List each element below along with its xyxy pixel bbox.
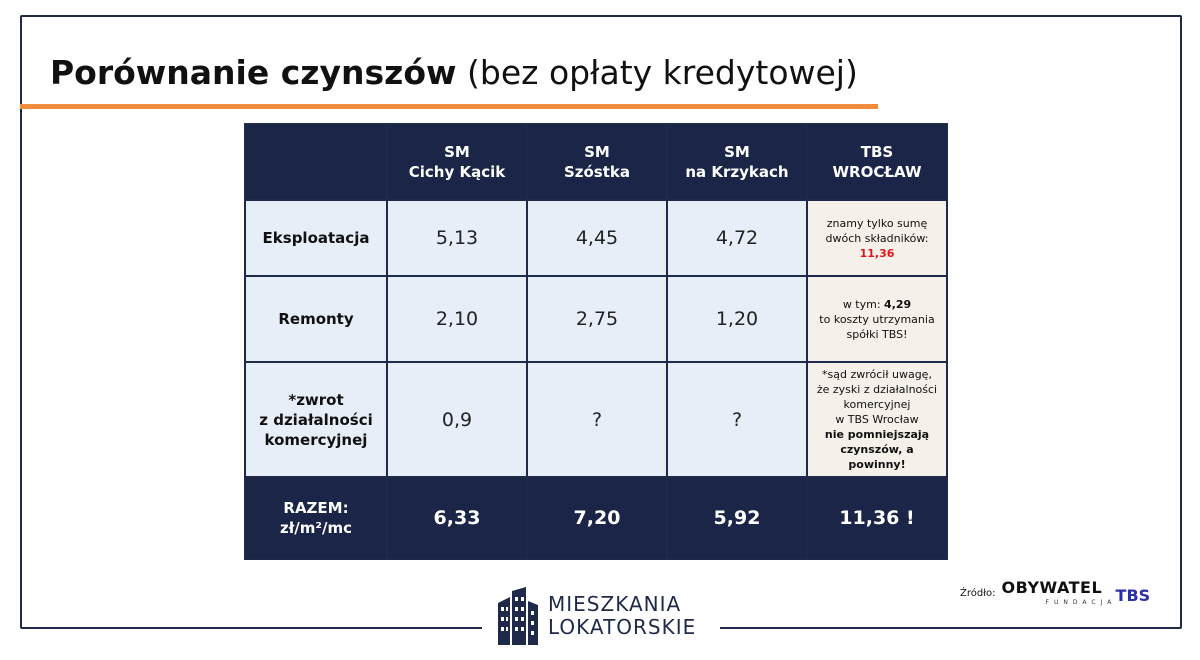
table-cell: 5,13 <box>387 200 527 276</box>
row-label: Remonty <box>245 276 387 362</box>
table-cell: 2,75 <box>527 276 667 362</box>
comparison-table <box>244 123 948 560</box>
table-cell: ? <box>667 362 807 477</box>
row-label: *zwrot z działalności komercyjnej <box>245 362 387 477</box>
header-szostka: SM Szóstka <box>527 124 667 200</box>
total-cell: 11,36 ! <box>807 477 947 559</box>
total-label: RAZEM: zł/m²/mc <box>245 477 387 559</box>
header-empty <box>245 124 387 200</box>
header-row <box>245 124 947 200</box>
tbs-note-cell: znamy tylko sumę dwóch składników: 11,36 <box>807 200 947 276</box>
table-cell: 0,9 <box>387 362 527 477</box>
table-cell: 2,10 <box>387 276 527 362</box>
total-cell: 6,33 <box>387 477 527 559</box>
table-cell: 1,20 <box>667 276 807 362</box>
building-icon <box>496 587 540 645</box>
header-na-krzykach: SM na Krzykach <box>667 124 807 200</box>
title-rest: (bez opłaty kredytowej) <box>467 53 858 92</box>
title-bold: Porównanie czynszów <box>50 53 457 92</box>
obywatel-logo: OBYWATEL FUNDACJA TBS <box>1001 578 1151 606</box>
header-tbs-wroclaw: TBS WROCŁAW <box>807 124 947 200</box>
total-cell: 5,92 <box>667 477 807 559</box>
logo-line-1: MIESZKANIA <box>548 592 682 616</box>
table-cell: 4,72 <box>667 200 807 276</box>
table-cell: ? <box>527 362 667 477</box>
row-label: Eksploatacja <box>245 200 387 276</box>
table-row-zwrot <box>245 362 947 477</box>
title-underline <box>20 104 878 109</box>
tbs-note-cell: w tym: 4,29 to koszty utrzymania spółki TBS! <box>807 276 947 362</box>
table-row-eksploatacja <box>245 200 947 276</box>
page-title <box>50 52 858 94</box>
source-label: Źródło: <box>960 587 996 599</box>
table-row-remonty <box>245 276 947 362</box>
tbs-note-cell: *sąd zwrócił uwagę, że zyski z działalności komercyjnej w TBS Wrocław nie pomniejszają czynszów, a powinny! <box>807 362 947 477</box>
mieszkania-lokatorskie-logo <box>482 580 720 652</box>
source-attribution <box>960 578 1152 608</box>
table-cell: 4,45 <box>527 200 667 276</box>
logo-line-2: LOKATORSKIE <box>548 615 697 639</box>
total-row <box>245 477 947 559</box>
total-cell: 7,20 <box>527 477 667 559</box>
header-cichy-kacik: SM Cichy Kącik <box>387 124 527 200</box>
